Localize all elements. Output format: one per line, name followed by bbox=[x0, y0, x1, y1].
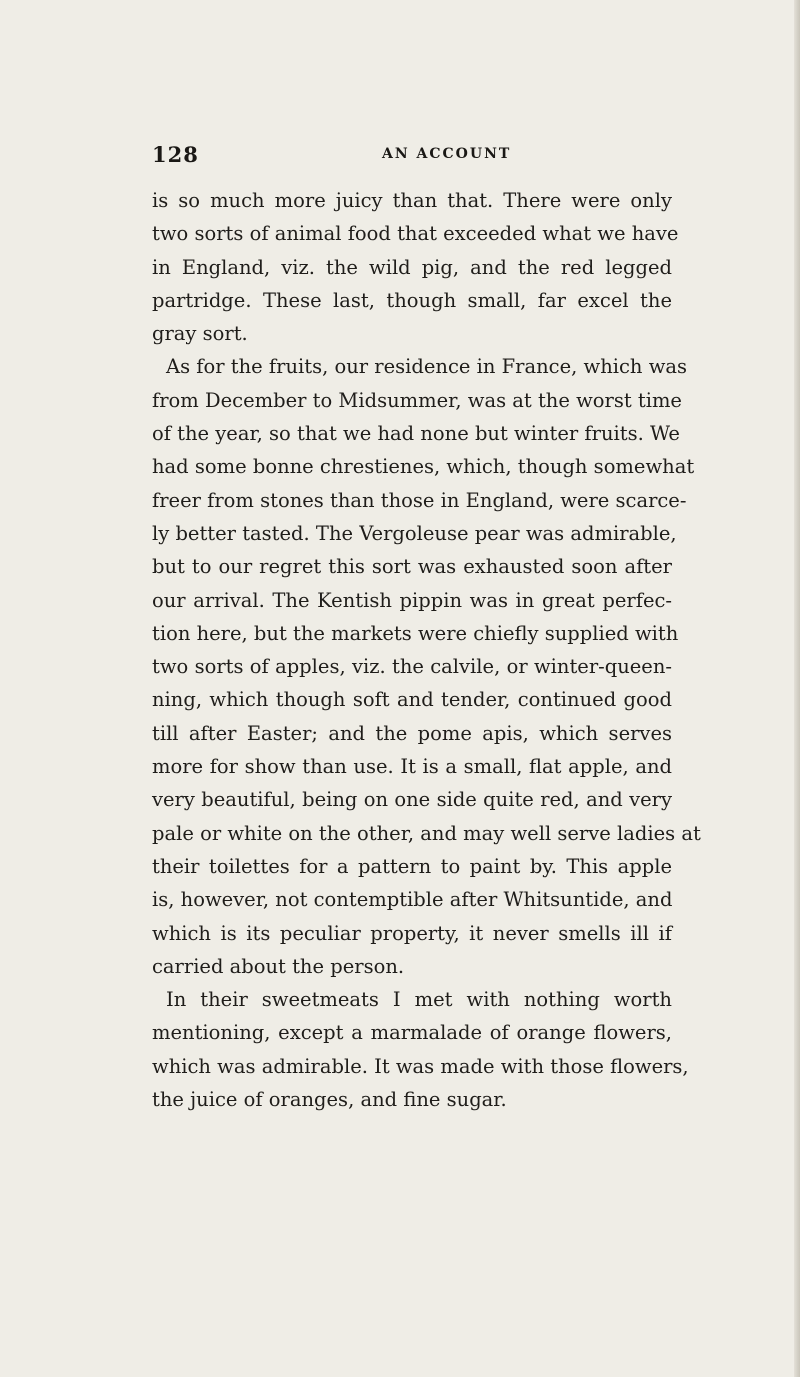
text-line: mentioning, except a marmalade of orange flowers, bbox=[152, 1021, 672, 1045]
text-line: their toilettes for a pattern to paint by. This apple bbox=[152, 854, 672, 878]
text-line: In their sweetmeats I met with nothing worth bbox=[166, 988, 672, 1012]
text-line: more for show than use. It is a small, flat apple, and bbox=[152, 755, 672, 779]
text-line: partridge. These last, though small, far excel the bbox=[152, 288, 672, 312]
text-line: ly better tasted. The Vergoleuse pear was admirable, bbox=[152, 521, 677, 545]
text-line: gray sort. bbox=[152, 322, 248, 346]
text-line: had some bonne chrestienes, which, though somewhat bbox=[152, 455, 695, 479]
text-line: which was admirable. It was made with those flowers, bbox=[152, 1054, 689, 1078]
text-line: As for the fruits, our residence in France, which was bbox=[166, 355, 688, 379]
text-line: pale or white on the other, and may well serve ladies at bbox=[152, 821, 701, 845]
text-line: two sorts of apples, viz. the calvile, or winter-queen- bbox=[152, 655, 672, 679]
text-line: of the year, so that we had none but winter fruits. We bbox=[152, 422, 680, 446]
text-line: the juice of oranges, and fine sugar. bbox=[152, 1088, 507, 1112]
text-line: till after Easter; and the pome apis, which serves bbox=[152, 721, 672, 745]
page-edge-shadow bbox=[794, 0, 800, 1377]
text-line: freer from stones than those in England, were scarce- bbox=[152, 488, 687, 512]
text-line: but to our regret this sort was exhausted soon after bbox=[152, 555, 672, 579]
text-line: in England, viz. the wild pig, and the red legged bbox=[152, 255, 672, 279]
running-head bbox=[152, 142, 672, 176]
text-line: very beautiful, being on one side quite red, and very bbox=[152, 788, 672, 812]
text-line: from December to Midsummer, was at the worst time bbox=[152, 388, 682, 412]
text-line: two sorts of animal food that exceeded what we have bbox=[152, 222, 679, 246]
body-text bbox=[152, 184, 701, 1116]
page-number: 128 bbox=[152, 142, 199, 167]
text-line: which is its peculiar property, it never smells ill if bbox=[152, 921, 672, 945]
text-line: our arrival. The Kentish pippin was in great perfec- bbox=[152, 588, 672, 612]
text-line: is so much more juicy than that. There were only bbox=[152, 189, 672, 212]
text-line: carried about the person. bbox=[152, 954, 405, 978]
text-line: is, however, not contemptible after Whitsuntide, and bbox=[152, 888, 673, 912]
running-title: AN ACCOUNT bbox=[382, 146, 512, 162]
text-line: ning, which though soft and tender, continued good bbox=[152, 688, 672, 712]
text-line: tion here, but the markets were chiefly supplied with bbox=[152, 621, 679, 645]
